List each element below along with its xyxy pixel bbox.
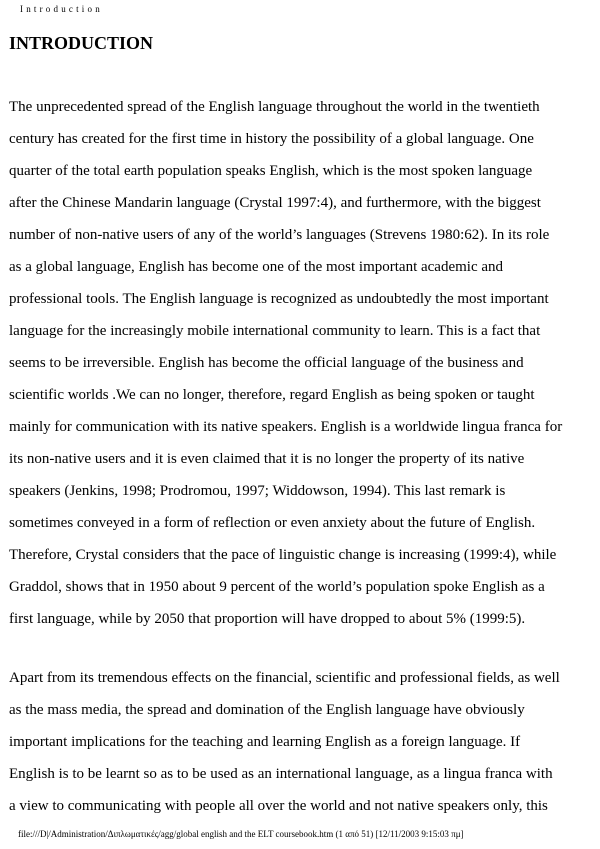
paragraph-2 (9, 662, 560, 822)
text-line: its non-native users and it is even claimed that it is no longer the property of its native (9, 451, 525, 467)
text-line: number of non-native users of any of the world’s languages (Strevens 1980:62). In its role (9, 227, 550, 243)
text-line: sometimes conveyed in a form of reflection or even anxiety about the future of English. (9, 515, 536, 531)
text-line: as the mass media, the spread and domination of the English language have obviously (9, 702, 525, 718)
text-line: professional tools. The English language is recognized as undoubtedly the most important (9, 291, 549, 307)
text-line: important implications for the teaching and learning English as a foreign language. If (9, 734, 521, 750)
running-header: Introduction (20, 4, 103, 14)
text-line: first language, while by 2050 that proportion will have dropped to about 5% (1999:5). (9, 611, 526, 627)
text-line: The unprecedented spread of the English language throughout the world in the twentieth (9, 99, 540, 115)
text-line: century has created for the first time in history the possibility of a global language. One (9, 131, 534, 147)
text-line: language for the increasingly mobile international community to learn. This is a fact that (9, 323, 541, 339)
text-line: after the Chinese Mandarin language (Crystal 1997:4), and furthermore, with the biggest (9, 195, 541, 211)
text-line: Graddol, shows that in 1950 about 9 percent of the world’s population spoke English as a (9, 579, 545, 595)
text-line: seems to be irreversible. English has become the official language of the business and (9, 355, 524, 371)
text-line: Apart from its tremendous effects on the financial, scientific and professional fields, as well (9, 670, 560, 686)
text-line: as a global language, English has become one of the most important academic and (9, 259, 504, 275)
file-path-footer: file:///D|/Administration/Διπλωματικές/agg/global english and the ELT coursebook.htm (1 από 51) [12/11/2003 9:15:03 πμ] (18, 829, 464, 839)
page-title: INTRODUCTION (9, 33, 154, 53)
text-line: mainly for communication with its native speakers. English is a worldwide lingua franca for (9, 419, 563, 435)
paragraph-1 (9, 91, 562, 635)
text-line: English is to be learnt so as to be used as an international language, as a lingua franca with (9, 766, 553, 782)
text-line: scientific worlds .We can no longer, therefore, regard English as being spoken or taught (9, 387, 535, 403)
text-line: speakers (Jenkins, 1998; Prodromou, 1997; Widdowson, 1994). This last remark is (9, 483, 506, 499)
text-line: a view to communicating with people all over the world and not native speakers only, this (9, 798, 548, 814)
text-line: quarter of the total earth population speaks English, which is the most spoken language (9, 163, 533, 179)
text-line: Therefore, Crystal considers that the pace of linguistic change is increasing (1999:4), while (9, 547, 557, 563)
